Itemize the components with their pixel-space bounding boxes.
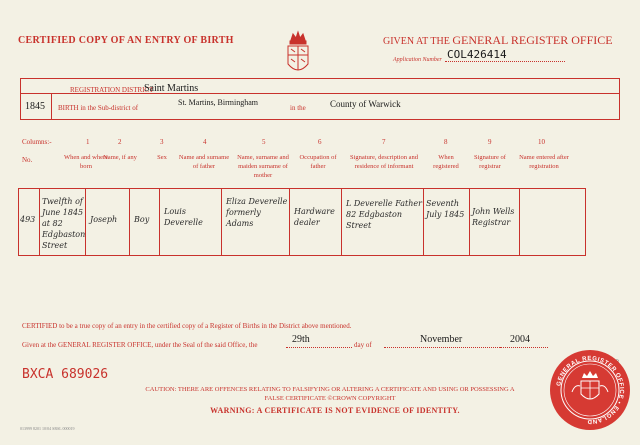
column-header: Name and surname of father: [178, 154, 230, 170]
column-number: 6: [318, 138, 322, 146]
certification-text: CERTIFIED to be a true copy of an entry in the certified copy of a Register of Births in the District above mentioned.: [22, 322, 352, 330]
column-number: 4: [203, 138, 207, 146]
form-code: 013999 8201 10/04 SRSL 000019: [20, 426, 75, 431]
column-number: 8: [444, 138, 448, 146]
column-header: Occupation of father: [299, 154, 337, 170]
entry-father: Louis Deverelle: [164, 207, 203, 227]
entry-mother: Eliza Deverelle formerly Adams: [226, 197, 288, 228]
county: County of Warwick: [330, 99, 401, 109]
cert-day: 29th: [292, 334, 310, 345]
column-number: 10: [538, 138, 545, 146]
column-header: Signature of registrar: [474, 154, 506, 170]
warning-text: WARNING: A CERTIFICATE IS NOT EVIDENCE OF IDENTITY.: [210, 406, 460, 415]
registration-box: [20, 78, 620, 120]
entry-registrar: John Wells Registrar: [472, 207, 515, 227]
in-the-label: in the: [290, 104, 306, 112]
entry-when-where: Twelfth of June 1845 at 82 Edgbaston Street: [42, 197, 86, 250]
entry-registered: Seventh July 1845: [426, 199, 465, 219]
subdistrict-label: BIRTH in the Sub-district of: [58, 104, 139, 112]
entry-name: Joseph: [90, 215, 118, 224]
entry-sex: Boy: [134, 215, 150, 224]
cert-month: November: [420, 334, 463, 345]
column-number: 5: [262, 138, 266, 146]
cert-year: 2004: [510, 334, 530, 345]
given-at-header: [383, 33, 613, 48]
general-register-office-seal-icon: [548, 348, 632, 432]
application-number-label: Application Number: [393, 57, 442, 63]
entry-informant: L Deverelle Father 82 Edgbaston Street: [346, 199, 422, 230]
column-number: 1: [86, 138, 90, 146]
serial-number: BXCA 689026: [22, 367, 109, 382]
seal-text: GENERAL REGISTER OFFICE • ENGLAND: [556, 355, 625, 425]
column-number: 9: [488, 138, 492, 146]
no-label: No.: [22, 156, 33, 164]
column-number: 7: [382, 138, 386, 146]
royal-crest-icon: [283, 30, 313, 82]
column-number: 3: [160, 138, 164, 146]
registration-year: 1845: [25, 101, 45, 112]
column-number: 2: [118, 138, 122, 146]
caution-text: CAUTION: THERE ARE OFFENCES RELATING TO FALSIFYING OR ALTERING A CERTIFICATE AND USING OR POSSESSING A FALSE CERTIFICATE ©CROWN COPYRIGHT: [145, 386, 515, 402]
entry-occupation: Hardware dealer: [294, 207, 335, 227]
subdistrict: St. Martins, Birmingham: [178, 98, 258, 107]
column-header: Sex: [157, 154, 167, 161]
column-header: Name, if any: [103, 154, 137, 161]
registration-district: Saint Martins: [144, 83, 199, 94]
column-header: When and where born: [63, 154, 109, 170]
column-header: Signature, description and residence of informant: [349, 154, 419, 170]
given-at-text: Given at the GENERAL REGISTER OFFICE, under the Seal of the said Office, the: [22, 341, 258, 349]
office-name: GENERAL REGISTER OFFICE: [452, 33, 613, 47]
application-number: COL426414: [447, 48, 507, 61]
given-at-label: GIVEN AT THE: [383, 36, 450, 47]
columns-label: Columns:-: [22, 138, 52, 146]
registration-district-label: REGISTRATION DISTRICT: [70, 86, 154, 94]
entry-number: 493: [20, 215, 36, 224]
certificate-title: CERTIFIED COPY OF AN ENTRY OF BIRTH: [18, 35, 234, 46]
day-of-label: day of: [354, 341, 372, 349]
column-header: Name, surname and maiden surname of mother: [237, 154, 289, 179]
column-header: Name entered after registration: [519, 154, 569, 170]
column-header: When registered: [433, 154, 459, 170]
